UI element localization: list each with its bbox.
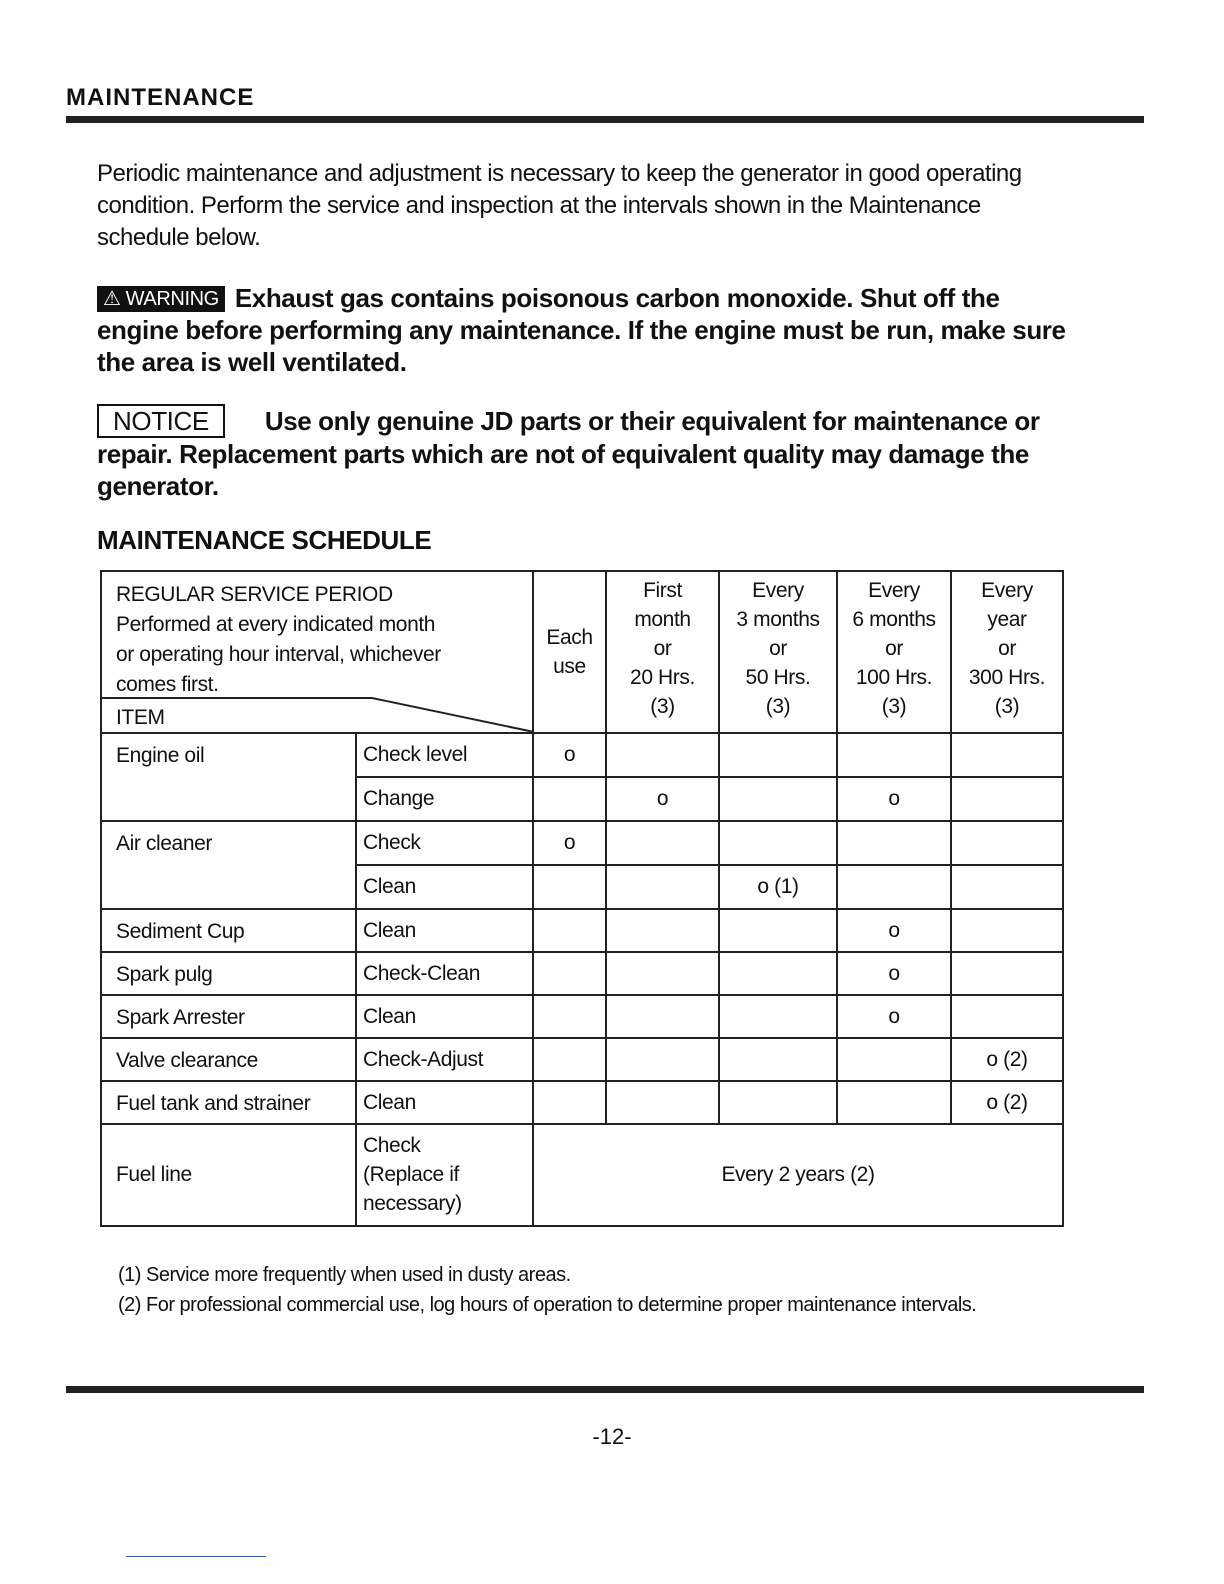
period-header (951, 571, 1063, 733)
period-header (606, 571, 719, 733)
period-line: 50 Hrs. (745, 666, 811, 689)
period-line: 20 Hrs. (630, 666, 695, 689)
mark-cell (719, 821, 837, 865)
period-line: or (653, 637, 672, 660)
mark-cell (533, 777, 606, 821)
table-row (101, 1124, 1063, 1226)
period-line: or (998, 637, 1016, 660)
mark-cell (533, 909, 606, 952)
period-line: Each (546, 626, 593, 649)
mark-cell: o (837, 909, 951, 952)
period-line: year (987, 608, 1027, 631)
header-row (101, 571, 1063, 733)
warning-badge: ⚠ WARNING (97, 286, 225, 312)
period-line: 100 Hrs. (855, 666, 933, 689)
mark-cell (951, 733, 1063, 777)
mark-cell: o (837, 995, 951, 1038)
action-cell: Change (356, 777, 533, 821)
mark-cell (606, 1081, 719, 1124)
item-label: ITEM (116, 706, 165, 729)
mark-cell (606, 1038, 719, 1081)
mark-cell (951, 821, 1063, 865)
mark-cell (719, 995, 837, 1038)
mark-cell: o (837, 952, 951, 995)
action-cell: Check level (356, 733, 533, 777)
mark-cell (606, 733, 719, 777)
period-line: Every (752, 579, 804, 602)
mark-cell (837, 821, 951, 865)
action-cell: Clean (356, 1081, 533, 1124)
footnotes (118, 1260, 1094, 1320)
period-line: use (553, 655, 586, 678)
period-line: month (634, 608, 691, 631)
mark-cell (951, 995, 1063, 1038)
mark-cell (606, 995, 719, 1038)
item-cell: Valve clearance (101, 1038, 356, 1081)
mark-cell (606, 821, 719, 865)
notice-text: Use only genuine JD parts or their equivalent for maintenance or repair. Replacement parts which are not of equivalent quality may damage the generator. (97, 406, 1040, 501)
period-header (837, 571, 951, 733)
divider (126, 1556, 266, 1557)
header-line: comes first. (116, 673, 219, 696)
page-number: -12- (592, 1424, 632, 1449)
item-cell: Spark Arrester (101, 995, 356, 1038)
mark-cell (533, 995, 606, 1038)
mark-cell: o (533, 733, 606, 777)
mark-cell (951, 777, 1063, 821)
table-row (101, 952, 1063, 995)
mark-cell (533, 1081, 606, 1124)
notice-block (97, 404, 1072, 502)
mark-cell (837, 733, 951, 777)
mark-cell (719, 1081, 837, 1124)
action-cell: Clean (356, 909, 533, 952)
header-description-cell (101, 571, 533, 733)
mark-cell (606, 952, 719, 995)
header-line: Performed at every indicated month (116, 613, 436, 636)
mark-cell (951, 952, 1063, 995)
period-line: Every (868, 579, 920, 602)
footnote: (1) Service more frequently when used in dusty areas. (118, 1264, 571, 1286)
item-cell: Engine oil (101, 733, 356, 821)
item-cell: Spark pulg (101, 952, 356, 995)
period-line: First (643, 579, 682, 602)
warning-text: Exhaust gas contains poisonous carbon monoxide. Shut off the engine before performing any maintenance. If the engine must be run, make sure the area is well ventilated. (97, 283, 1066, 377)
mark-cell (719, 1038, 837, 1081)
table-row (101, 821, 1063, 865)
mark-cell (719, 909, 837, 952)
period-header (719, 571, 837, 733)
footnote: (2) For professional commercial use, log hours of operation to determine proper maintenance intervals. (118, 1294, 977, 1316)
mark-cell: o (606, 777, 719, 821)
period-line: 6 months (852, 608, 936, 631)
mark-cell (951, 909, 1063, 952)
period-line: Every (981, 579, 1033, 602)
table-row (101, 1081, 1063, 1124)
bottom-rule (66, 1386, 1144, 1393)
period-line: (3) (994, 695, 1020, 718)
mark-cell (606, 909, 719, 952)
action-cell: Check (Replace if necessary) (356, 1124, 533, 1226)
item-cell: Fuel line (101, 1124, 356, 1226)
action-cell: Check-Adjust (356, 1038, 533, 1081)
action-cell: Check (356, 821, 533, 865)
period-line: (3) (765, 695, 791, 718)
mark-cell: o (2) (951, 1081, 1063, 1124)
interval-span-cell: Every 2 years (2) (533, 1124, 1063, 1226)
mark-cell: o (1) (719, 865, 837, 909)
table-row (101, 909, 1063, 952)
mark-cell: o (2) (951, 1038, 1063, 1081)
mark-cell (533, 952, 606, 995)
table-row (101, 995, 1063, 1038)
mark-cell (606, 865, 719, 909)
period-header (533, 571, 606, 733)
table-row (101, 1038, 1063, 1081)
period-line: (3) (881, 695, 907, 718)
diagonal-divider (102, 572, 532, 732)
warning-block (97, 282, 1072, 378)
action-cell: Clean (356, 995, 533, 1038)
period-line: 3 months (736, 608, 820, 631)
section-title: MAINTENANCE (66, 84, 255, 111)
intro-paragraph: Periodic maintenance and adjustment is necessary to keep the generator in good operating condition. Perform the service and inspection at the intervals shown in the Maintenance schedule below. (97, 160, 1022, 251)
action-cell: Clean (356, 865, 533, 909)
mark-cell (719, 952, 837, 995)
period-line: or (885, 637, 903, 660)
item-cell: Air cleaner (101, 821, 356, 909)
header-line: REGULAR SERVICE PERIOD (116, 583, 393, 606)
schedule-title: MAINTENANCE SCHEDULE (97, 525, 432, 555)
period-line: (3) (650, 695, 675, 718)
period-line: or (769, 637, 787, 660)
mark-cell (951, 865, 1063, 909)
mark-cell (719, 733, 837, 777)
top-rule (66, 116, 1144, 123)
mark-cell (533, 865, 606, 909)
mark-cell: o (837, 777, 951, 821)
mark-cell (719, 777, 837, 821)
item-cell: Fuel tank and strainer (101, 1081, 356, 1124)
mark-cell (837, 865, 951, 909)
mark-cell (533, 1038, 606, 1081)
item-cell: Sediment Cup (101, 909, 356, 952)
notice-badge: NOTICE (97, 404, 225, 438)
mark-cell: o (533, 821, 606, 865)
header-line: or operating hour interval, whichever (116, 643, 441, 666)
mark-cell (837, 1038, 951, 1081)
period-line: 300 Hrs. (968, 666, 1046, 689)
mark-cell (837, 1081, 951, 1124)
maintenance-schedule-table (100, 570, 1064, 1227)
header-cell-inner (102, 572, 532, 732)
action-cell: Check-Clean (356, 952, 533, 995)
table-row (101, 733, 1063, 777)
